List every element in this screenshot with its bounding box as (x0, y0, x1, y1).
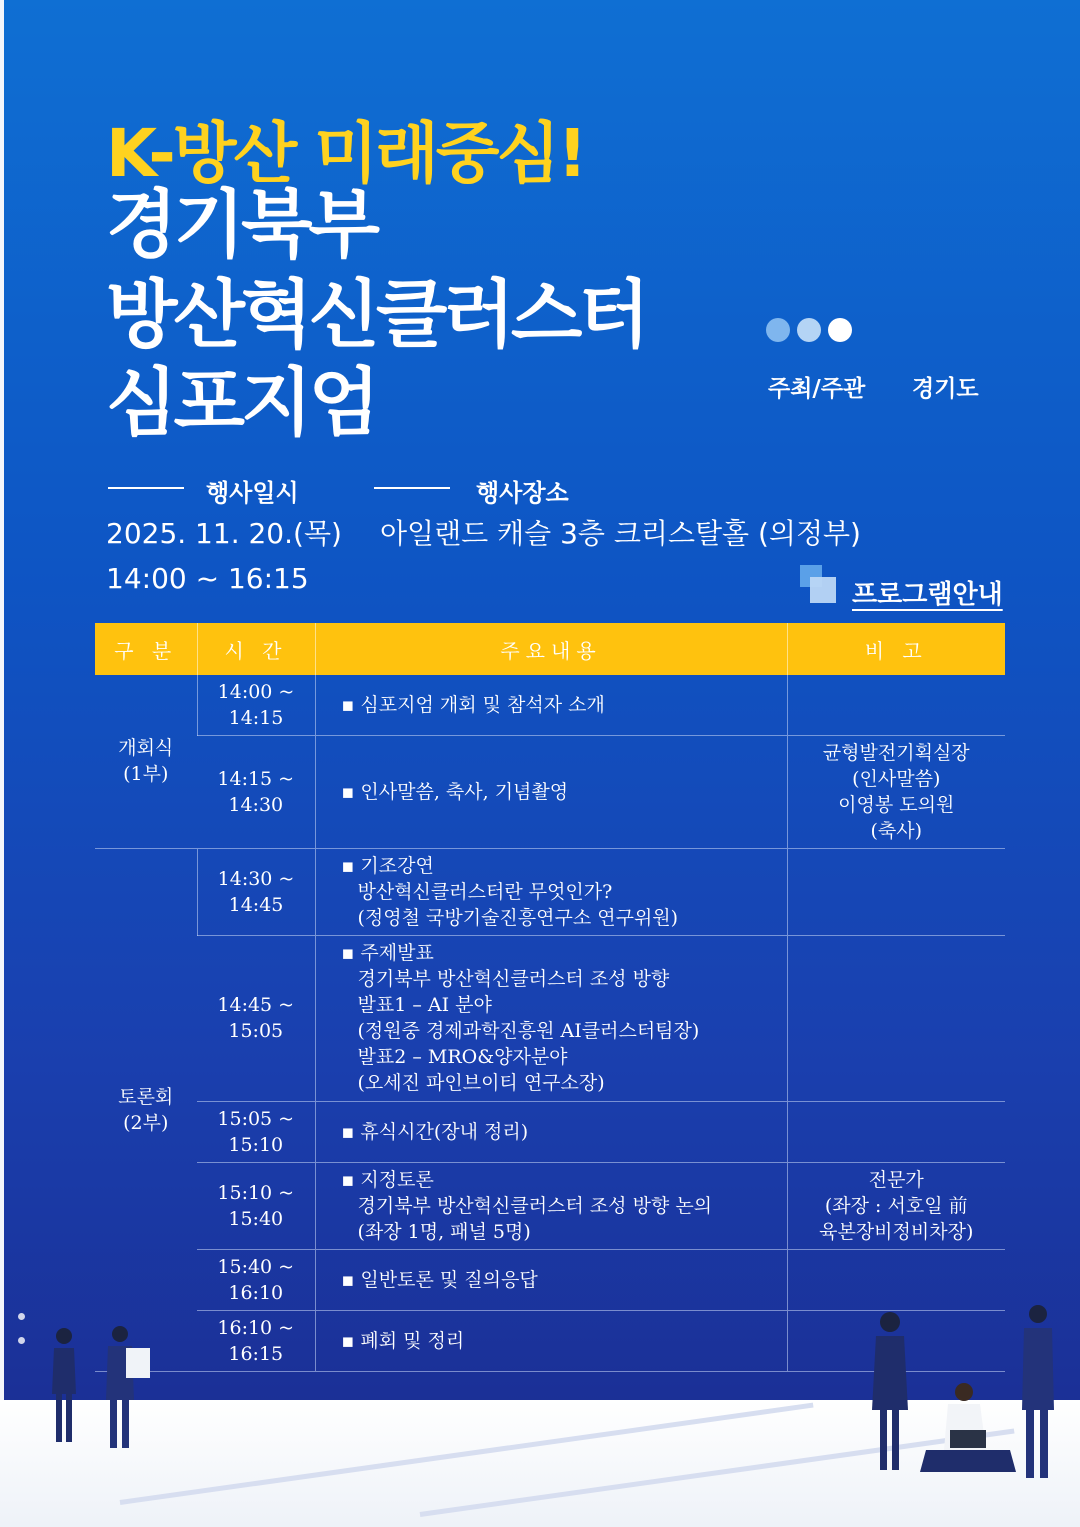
host-label: 주최/주관 (768, 376, 866, 402)
table-row (95, 1162, 1005, 1249)
note-cell: 전문가 (좌장 : 서호일 前 육본장비정비차장) (787, 1162, 1005, 1249)
note-cell (787, 848, 1005, 935)
header-content: 주요내용 (315, 623, 787, 675)
table-row (95, 848, 1005, 935)
content-cell: ▪ 폐회 및 정리 (315, 1310, 787, 1371)
decorative-dot (18, 1313, 25, 1320)
place-divider (374, 487, 450, 489)
time-cell: 14:45 ~ 15:05 (197, 935, 315, 1101)
headline-line3: 방산혁신클러스터 (106, 272, 646, 358)
content-cell: ▪ 휴식시간(장내 정리) (315, 1101, 787, 1162)
table-header-row (95, 623, 1005, 675)
business-people-left-illustration (40, 1320, 160, 1460)
category-cell: 토론회 (2부) (95, 848, 197, 1371)
headline-line4: 심포지엄 (106, 360, 376, 446)
content-cell: ▪ 기조강연 방산혁신클러스터란 무엇인가? (정영철 국방기술진흥연구소 연구위원) (315, 848, 787, 935)
date-label: 행사일시 (206, 479, 299, 507)
program-title: 프로그램안내 (852, 580, 1003, 610)
headline-yellow: K-방산 미래중심! (106, 115, 585, 192)
program-icon (800, 565, 840, 605)
table-row (95, 675, 1005, 735)
business-people-right-illustration (860, 1300, 1060, 1490)
place-label: 행사장소 (476, 479, 569, 507)
event-time: 14:00 ~ 16:15 (106, 562, 309, 595)
table-row (95, 735, 1005, 848)
category-cell: 개회식 (1부) (95, 675, 197, 848)
content-cell: ▪ 일반토론 및 질의응답 (315, 1249, 787, 1310)
time-cell: 14:30 ~ 14:45 (197, 848, 315, 935)
note-cell: 균형발전기획실장 (인사말씀) 이영봉 도의원 (축사) (787, 735, 1005, 848)
note-cell (787, 1101, 1005, 1162)
note-cell (787, 935, 1005, 1101)
time-cell: 15:10 ~ 15:40 (197, 1162, 315, 1249)
host-value: 경기도 (912, 376, 979, 402)
time-cell: 15:40 ~ 16:10 (197, 1249, 315, 1310)
decorative-dot (18, 1337, 25, 1344)
time-cell: 14:15 ~ 14:30 (197, 735, 315, 848)
table-row (95, 935, 1005, 1101)
time-cell: 16:10 ~ 16:15 (197, 1310, 315, 1371)
content-cell: ▪ 인사말씀, 축사, 기념촬영 (315, 735, 787, 848)
headline-line2: 경기북부 (106, 182, 376, 268)
event-place: 아일랜드 캐슬 3층 크리스탈홀 (의정부) (380, 517, 861, 550)
event-date: 2025. 11. 20.(목) (106, 517, 342, 550)
program-table (95, 623, 1005, 1372)
note-cell (787, 675, 1005, 735)
table-row (95, 1101, 1005, 1162)
header-category: 구 분 (95, 623, 197, 675)
content-cell: ▪ 심포지엄 개회 및 참석자 소개 (315, 675, 787, 735)
content-cell: ▪ 주제발표 경기북부 방산혁신클러스터 조성 방향 발표1 – AI 분야 (정원중 경제과학진흥원 AI클러스터팀장) 발표2 – MRO&양자분야 (오세진 파인브이티 연구소장) (315, 935, 787, 1101)
decorative-dots (766, 318, 852, 342)
time-cell: 14:00 ~ 14:15 (197, 675, 315, 735)
content-cell: ▪ 지정토론 경기북부 방산혁신클러스터 조성 방향 논의 (좌장 1명, 패널 5명) (315, 1162, 787, 1249)
header-time: 시 간 (197, 623, 315, 675)
date-divider (108, 487, 184, 489)
header-note: 비 고 (787, 623, 1005, 675)
time-cell: 15:05 ~ 15:10 (197, 1101, 315, 1162)
